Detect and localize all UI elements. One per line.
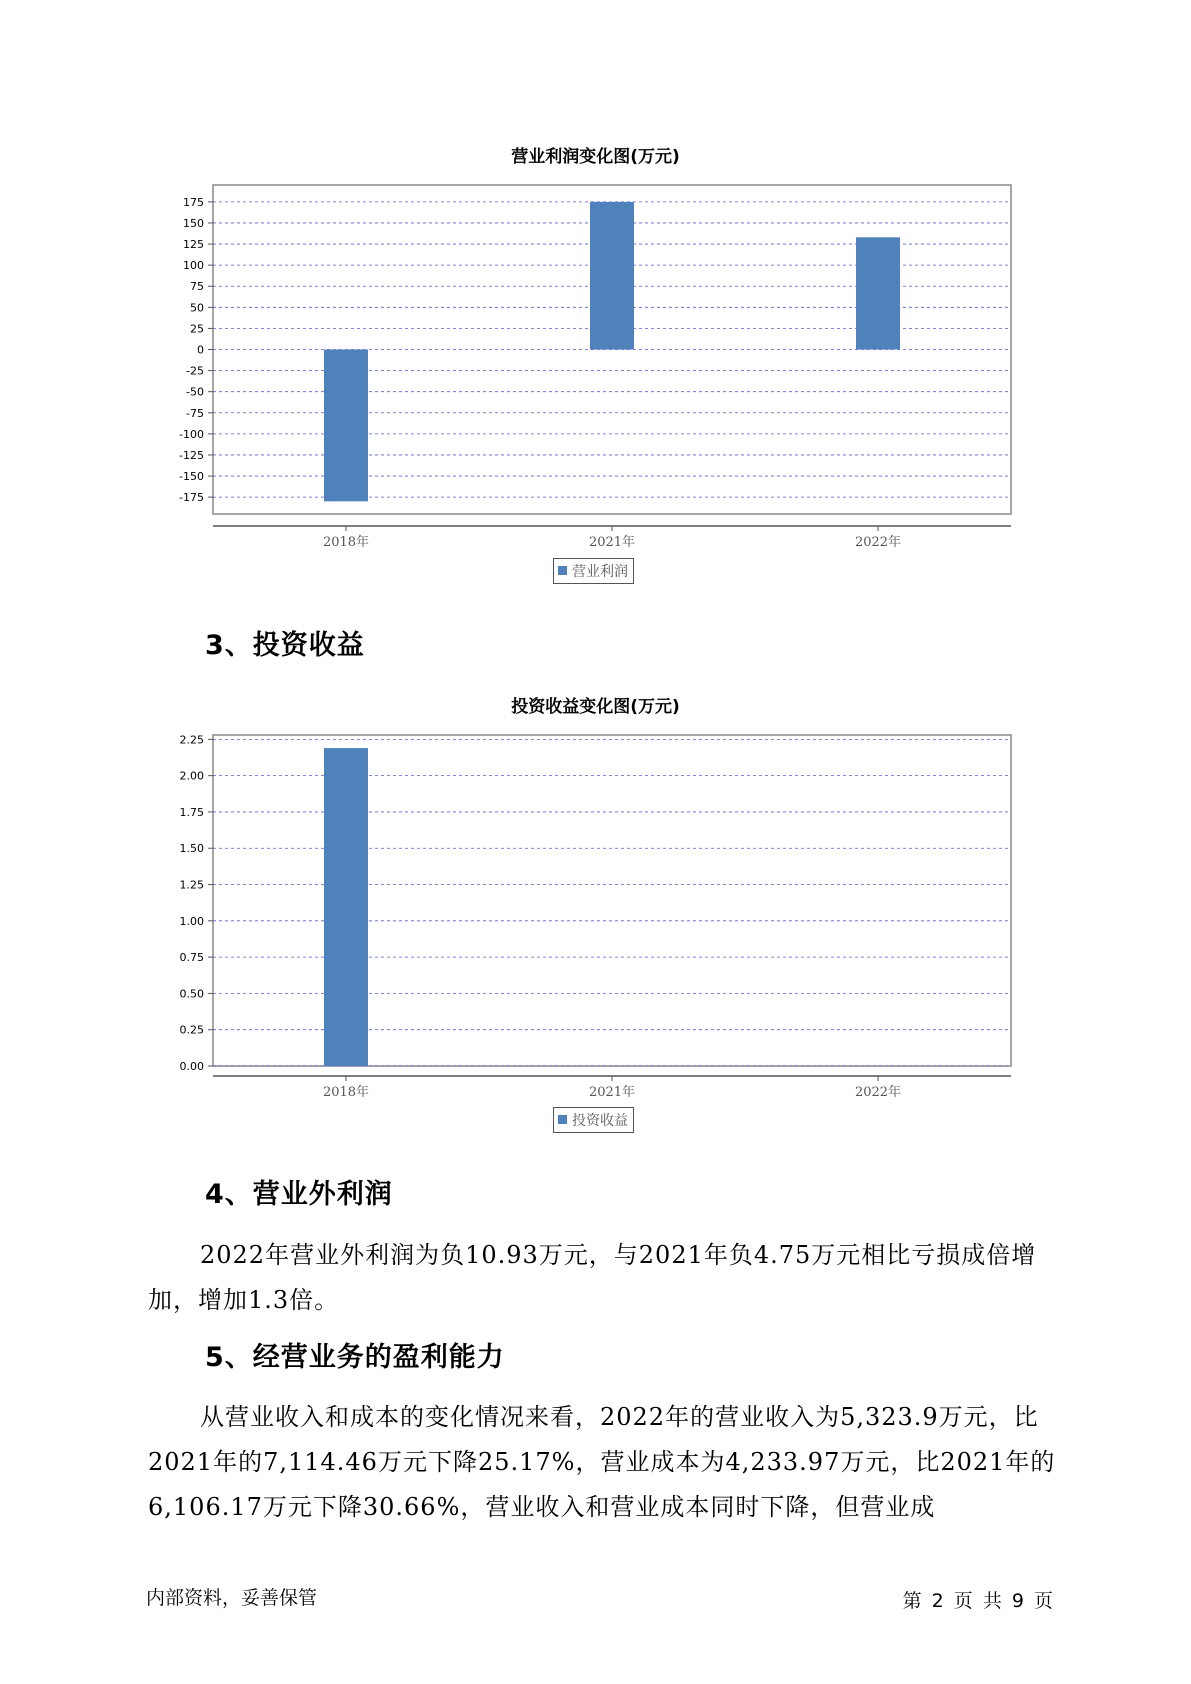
y-tick-label: -100 xyxy=(179,427,204,441)
y-tick-label: 0.25 xyxy=(179,1023,204,1037)
y-tick-label: 1.50 xyxy=(179,842,204,856)
y-tick-label: 175 xyxy=(183,195,204,209)
y-tick-label: 0.00 xyxy=(179,1060,204,1073)
bar-2018年 xyxy=(324,350,368,502)
section4-heading: 4、营业外利润 xyxy=(205,1179,393,1210)
y-tick-label: 25 xyxy=(190,322,204,336)
y-tick-label: 125 xyxy=(183,238,204,252)
section5-heading: 5、经营业务的盈利能力 xyxy=(205,1342,505,1373)
chart1-legend xyxy=(553,558,634,584)
chart1-legend-label: 营业利润 xyxy=(572,564,628,580)
x-tick-label: 2021年 xyxy=(588,1085,636,1100)
x-tick-label: 2022年 xyxy=(854,535,902,550)
y-tick-label: 0.50 xyxy=(179,987,204,1001)
y-tick-label: 0 xyxy=(197,343,204,357)
y-tick-label: -75 xyxy=(186,406,204,420)
chart1-title: 营业利润变化图(万元) xyxy=(511,147,680,167)
section4-paragraph: 2022年营业外利润为负10.93万元，与2021年负4.75万元相比亏损成倍增加，增加1.3倍。 xyxy=(148,1241,1037,1314)
legend-swatch xyxy=(558,1115,567,1124)
y-tick-label: 75 xyxy=(190,280,204,294)
x-tick-label: 2018年 xyxy=(322,535,370,550)
chart2-title: 投资收益变化图(万元) xyxy=(511,697,680,717)
footer-confidential-note: 内部资料，妥善保管 xyxy=(146,1587,318,1609)
bar-2018年 xyxy=(324,748,368,1066)
y-tick-label: 100 xyxy=(183,259,204,273)
y-tick-label: 50 xyxy=(190,301,204,315)
y-tick-label: -25 xyxy=(186,364,204,378)
section4-paragraph-block xyxy=(148,1233,1068,1323)
y-tick-label: 1.00 xyxy=(179,914,204,928)
y-tick-label: -50 xyxy=(186,385,204,399)
operating-profit-chart xyxy=(0,180,1191,660)
bar-2022年 xyxy=(856,237,900,349)
y-tick-label: 0.75 xyxy=(179,951,204,965)
section3-heading: 3、投资收益 xyxy=(205,630,365,661)
y-tick-label: -175 xyxy=(179,491,204,505)
y-tick-label: 2.25 xyxy=(179,733,204,747)
y-tick-label: 2.00 xyxy=(179,769,204,783)
x-tick-label: 2021年 xyxy=(588,535,636,550)
y-tick-label: 150 xyxy=(183,216,204,230)
chart2-legend-label: 投资收益 xyxy=(572,1113,628,1129)
y-tick-label: 1.75 xyxy=(179,805,204,819)
chart2-legend xyxy=(553,1107,634,1133)
x-tick-label: 2018年 xyxy=(322,1085,370,1100)
legend-swatch xyxy=(558,566,567,575)
investment-income-chart xyxy=(0,720,1191,1140)
footer-page-number: 第 2 页 共 9 页 xyxy=(902,1590,1053,1612)
bar-2021年 xyxy=(590,202,634,350)
x-tick-label: 2022年 xyxy=(854,1085,902,1100)
y-tick-label: -150 xyxy=(179,470,204,484)
y-tick-label: -125 xyxy=(179,448,204,462)
section5-paragraph-block xyxy=(148,1395,1068,1530)
section5-paragraph: 从营业收入和成本的变化情况来看，2022年的营业收入为5,323.9万元，比2021年的7,114.46万元下降25.17%，营业成本为4,233.97万元，比2021年的6,106.17万元下降30.66%，营业收入和营业成本同时下降，但营业成 xyxy=(148,1403,1056,1521)
y-tick-label: 1.25 xyxy=(179,878,204,892)
